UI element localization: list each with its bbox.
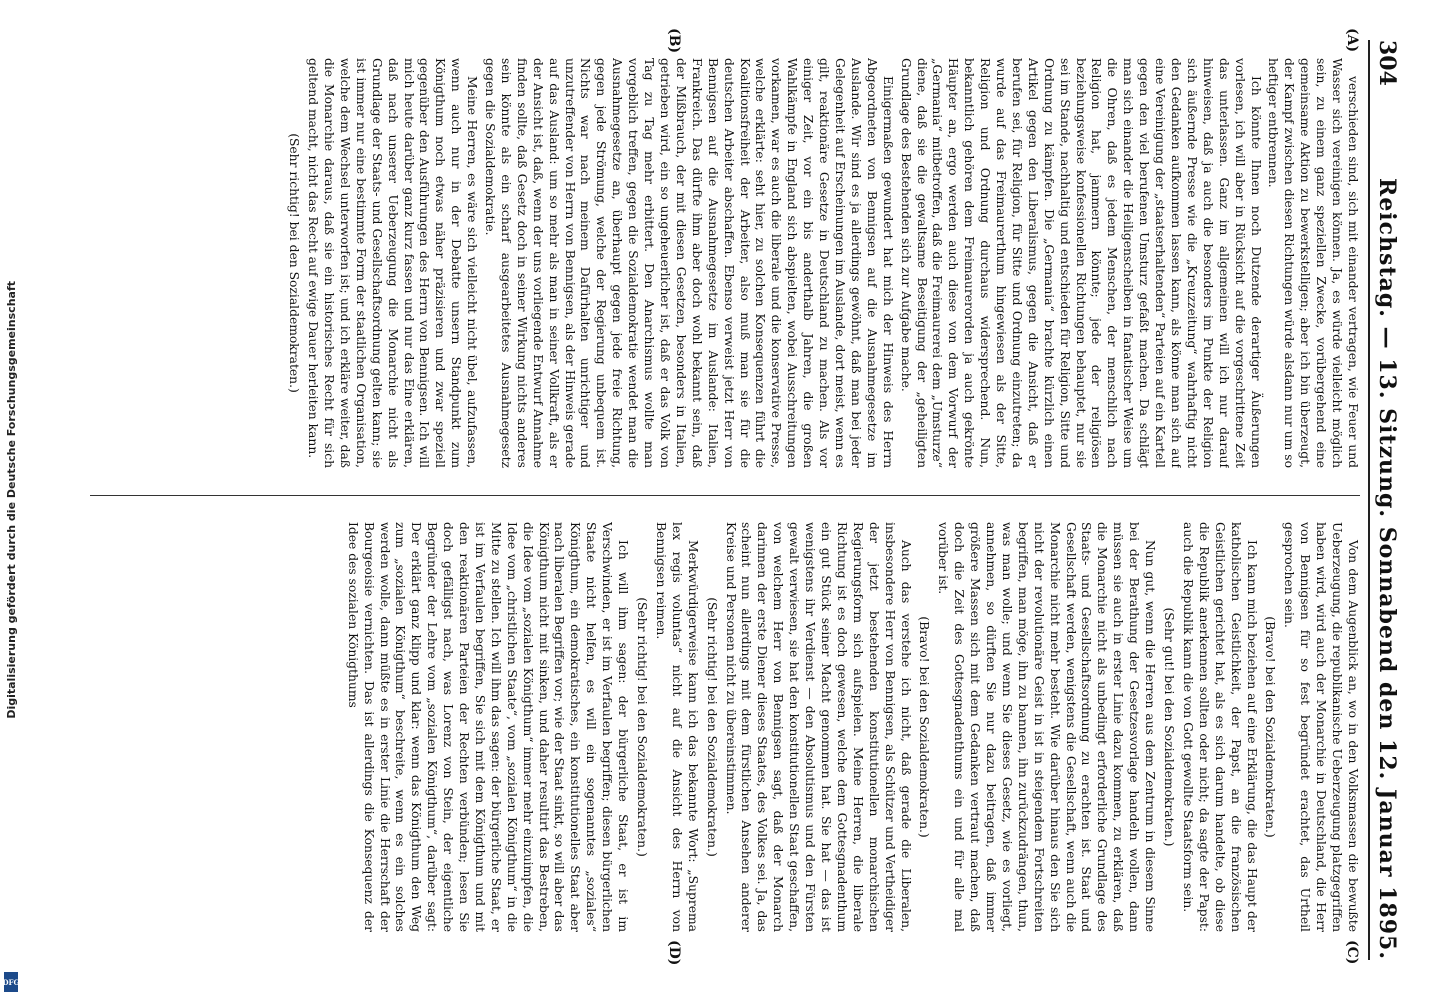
paragraph: Von dem Augenblick an, wo in den Volksmassen die bewußte Ueberzeugung, die republikanische Ueberzeugung platzgegriffen haben wird, wird auch der Monarchie in Deutschland, die Herr von Bennigsen für so fest begründet erachtet, das Urtheil gesprochen sein. bbox=[1282, 522, 1360, 932]
page-number: 304 bbox=[1374, 40, 1400, 86]
paragraph: Meine Herren, es wäre sich vielleicht nicht übel, aufzufassen, wenn auch nur in der Debatte unsern Standpunkt zum Königthum noch etwas näher präzisieren und zwar speziell gegenüber den Ausführungen des Herrn von Bennigsen. Ich will mich heute darüber ganz kurz fassen und nur das Eine erklären, daß nach unserer Ueberzeugung die Monarchie nicht als Grundlage der Staats- und Gesellschaftsordnung gelten kann; sie ist immer nur eine bestimmte Form der staatlichen Organisation, welche dem Wechsel unterworfen ist; und ich erkläre weiter, daß die Monarchie daraus, daß sie ein historisches Recht für sich geltend macht, nicht das Recht auf ewige Dauer herleiten kann. bbox=[306, 58, 480, 468]
interjection: (Sehr richtig! bei den Sozialdemokraten.) bbox=[287, 133, 302, 393]
dfg-logo bbox=[4, 972, 18, 992]
paragraph: verschieden sind, sich mit einander vertragen, wie Feuer und Wasser sich vereinigen können. Ja, es würde vielleicht möglich sein, zu einem ganz speziellen Zwecke, vorübergehend eine gemeinsame Aktion zu bewerkstelligen; aber ich bin überzeugt, der Kampf zwischen diesen Richtungen würde alsdann nur um so heftiger entbrennen. bbox=[1266, 58, 1360, 468]
dfg-logo-text: DFG bbox=[2, 977, 20, 987]
interjection: (Sehr gut! bei den Sozialdemokraten.) bbox=[1162, 607, 1177, 847]
interjection: (Bravo! bei den Sozialdemokraten.) bbox=[1263, 616, 1278, 838]
paragraph: Merkwürdigerweise kann ich das bekannte Wort: „Suprema lex regis voluntas“ nicht auf die Ansicht des Herrn von Bennigsen reimen. bbox=[653, 522, 700, 932]
page-header bbox=[1368, 40, 1410, 960]
margin-marker-a: (A) bbox=[1344, 28, 1360, 53]
digitization-footer bbox=[0, 0, 22, 1000]
interjection: (Sehr richtig! bei den Sozialdemokraten.) bbox=[704, 597, 719, 857]
column-divider bbox=[90, 495, 1360, 496]
right-column bbox=[90, 522, 1360, 932]
paragraph: Ich kann mich beziehen auf eine Erklärung, die das Haupt der katholischen Geistlichkeit, der Papst, an die französischen Geistlichen gerichtet hat, als es sich darum handelte, ob diese die Republik anerkennen sollten oder nicht; da sagte der Papst: auch die Republik kann die von Gott gewollte Staatsform sein. bbox=[1180, 522, 1259, 932]
margin-marker-c: (C) bbox=[1344, 940, 1360, 965]
left-column bbox=[90, 58, 1360, 468]
paragraph: Einigermaßen gewundert hat mich der Hinweis des Herrn Abgeordneten von Bennigsen auf die Ausnahmegesetze im Auslande. Wir sind es ja allerdings gewöhnt, daß man bei jeder Gelegenheit auf Erscheinungen im Auslande, dort meist, wenn es gilt, reaktionäre Gesetze in Deutschland zu machen. Als vor einiger Zeit, vor ein bis anderthalb Jahren, die großen Wahlkämpfe in England sich abspielten, wobei Ausschreitungen vorkamen, war es auch die liberale und die konservative Presse, welche erklärte: seht hier, zu solchen Konsequenzen führt die Koalitionsfreiheit der Arbeiter, also muß man sie für die deutschen Arbeiter abschaffen. Ebenso verweist jetzt Herr von Bennigsen auf die Ausnahmegesetze im Auslande: Italien, Frankreich. Das dürfte ihm aber doch wohl bekannt sein, daß der Mißbrauch, der mit diesen Gesetzen, besonders in Italien, getrieben wird, ein so ungeheuerlicher ist, daß er das Volk von Tag zu Tag mehr erbittert. Den Anarchismus wollte man vorgeblich treffen, gegen die Sozialdemokratie wendet man die Ausnahmegesetze an, überhaupt gegen jede freie Richtung, gegen jede Strömung, welche der Regierung unbequem ist. Nichts war nach meinem Dafürhalten unrichtiger und unzutreffender von Herrn von Bennigsen, als der Hinweis gerade auf das Ausland: um so mehr als man in seiner Vollkraft, als er der Ansicht ist, daß, wenn der uns vorliegende Entwurf Annahme finden sollte, daß Gesetz doch in seiner Wirkung nichts anderes sein könnte als ein scharf ausgearbeitetes Ausnahmegesetz gegen die Sozialdemokratie. bbox=[483, 58, 895, 468]
interjection: (Sehr richtig! bei den Sozialdemokraten.) bbox=[635, 597, 650, 857]
paragraph: Ich könnte Ihnen noch Dutzende derartiger Äußerungen vorlesen, ich will aber in Rücksicht auf die vorgeschrittene Zeit das unterlassen. Ganz im allgemeinen will ich nur darauf hinweisen, daß ja auch die besonders im Punkte der Religion sich äußernde Presse wie die „Kreuzzeitung“ wahrhaftig nicht den Gedanken aufkommen lassen kann, als könne man sich auf eine Vereinigung der „staatserhaltenden“ Parteien auf ein Kartell gegen den viel berufenen Umsturz gefaßt machen. Da schlägt man sich einander die Heiligenscheiben in fanatischer Weise um die Ohren, daß es jedem Menschen, der menschlich nach Religion hat, jammern könnte; jede der religiösen beziehungsweise konfessionellen Richtungen behauptet, nur sie sei im Stande, nachhaltig und entschieden für Religion, Sitte und Ordnung zu kämpfen. Die „Germania“ brachte kürzlich einen Artikel gegen den Liberalismus, gegen die Ansicht, daß er berufen sei, für Religion, für Sitte und Ordnung einzutreten; da wurde auf das Freimaurerthum hingewiesen als der Sitte, Religion und Ordnung durchaus widersprechend. Nun, bekanntlich gehören dem Freimaurerorden ja auch gekrönte Häupter an, ergo werden auch diese von dem Vorwurf der „Germania“ mitbetroffen, daß die Freimaurerei dem „Umsturze“ diene, daß sie die gewaltsame Beseitigung der „geheiligten Grundlage des Bestehenden sich zur Aufgabe mache. bbox=[898, 58, 1263, 468]
margin-marker-b: (B) bbox=[666, 28, 682, 54]
paragraph: Ich will ihm sagen: der bürgerliche Staat, er ist im Verschwinden, er ist im Verfaulen begriffen; diesen bürgerlichen Staate nicht helfen, es will ein sogenanntes „soziales“ Königthum, ein demokratisches, ein konstitutionelles Staat aber nach liberalen Begriffen vor; wie der Staat sinkt, so will aber das Königthum nicht mit sinken, und daher resultirt das Bestreben, die Idee vom „sozialen Königthum“ immer mehr einzuimpfen, die Idee vom „christlichen Staate“, vom „sozialen Königthum“ in die Mitte zu stellen. Ich will ihm das sagen: der bürgerliche Staat, er ist im Verfaulen begriffen, Sie sich mit dem Königthum und mit den reaktionären Parteien der Rechten verbünden; lesen Sie doch gefälligst nach, was Lorenz von Stein, der eigentliche Begründer der Lehre vom „sozialen Königthum“, darüber sagt: Der erklärt ganz klipp und klar: wenn das Königthum den Weg zum „sozialen Königthum“ beschreite, wenn es ein solches werden wolle, dann müßte es in erster Linie die Herrschaft der Bourgeoisie vernichten. Das ist allerdings die Konsequenz der Idee des sozialen Königthums bbox=[345, 522, 631, 932]
page-title: Reichstag. — 13. Sitzung. Sonnabend den 12. Januar 1895. bbox=[1374, 178, 1400, 960]
footer-credit: Digitalisierung gefördert durch die Deutsche Forschungsgemeinschaft bbox=[4, 281, 18, 719]
margin-marker-d: (D) bbox=[666, 940, 682, 966]
interjection: (Bravo! bei den Sozialdemokraten.) bbox=[917, 616, 932, 838]
paragraph: Nun gut, wenn die Herren aus dem Zentrum in diesem Sinne bei der Berathung der Gesetzesvorlage handeln wollen, dann müssen sie auch in erster Linie dazu kommen, zu erklären, daß die Monarchie nicht als unbedingt erforderliche Grundlage des Staats- und Gesellschaftsordnung zu erachten ist. Staat und Gesellschaft werden, wenigstens die Gesellschaft, wenn auch die Monarchie nicht mehr besteht. Wie darüber hinaus den Sie sich nicht der revolutionäre Geist in ist in steigendem Fortschreiten begriffen, man möge, ihn zu bannen, ihn zurückzudrängen, thun, was man wolle; und wenn Sie dieses Gesetz, wie es vorliegt, annehmen, so dürften Sie nur dazu beitragen, daß immer größere Massen sich mit dem Gedanken vertraut machen, daß doch die Zeit des Gottesgnadenthums ein und für alle mal vorüber ist. bbox=[936, 522, 1158, 932]
paragraph: Auch das verstehe ich nicht, daß gerade die Liberalen, insbesondere Herr von Bennigsen, als Schützer und Vertheidiger der jetzt bestehenden konstitutionellen monarchischen Regierungsform sich aufspielen. Meine Herren, die liberale Richtung ist es doch gewesen, welche dem Gottesgnadenthum ein gut Stück seiner Macht genommen hat. Sie hat — das ist wenigstens ihr Verdienst — den Absolutismus und den Fürsten gewalt verwiesen, sie hat den konstitutionellen Staat geschaffen, von welchem Herr von Bennigsen sagt, daß der Monarch darinnen der erste Diener dieses Staates, des Volkes sei. Ja, das scheint nun allerdings mit dem fürstlichen Ansehen anderer Kreise und Personen nicht zu übereinstimmen. bbox=[723, 522, 913, 932]
